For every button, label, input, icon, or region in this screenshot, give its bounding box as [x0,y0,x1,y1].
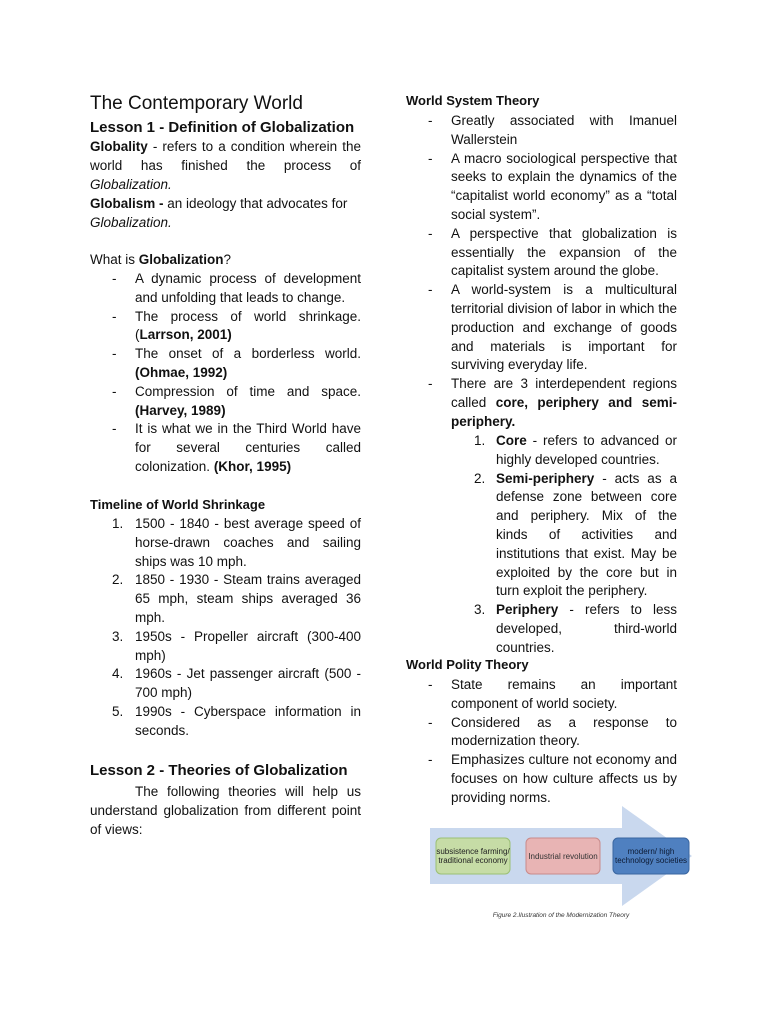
timeline-text: 1500 - 1840 - best average speed of horse-drawn coaches and sailing ships was 10 mph. [135,516,361,569]
bullet-text: The process of world shrinkage. ( [135,308,361,343]
list-item: 1. 1500 - 1840 - best average speed of horse-drawn coaches and sailing ships was 10 mph. [112,516,361,569]
list-item: - The onset of a borderless world. (Ohmae, 1992) [112,346,361,380]
lesson2-intro: The following theories will help us understand globalization from different point of views: [90,784,361,837]
globality-def: - refers to a condition wherein the world has finished the process of [90,139,361,173]
bullet-text: State remains an important component of world society. [451,677,677,711]
list-item: 5. 1990s - Cyberspace information in seconds. [112,703,361,738]
list-item: - A macro sociological perspective that seeks to explain the dynamics of the “capitalist world economy” as a “total social system”. [428,150,677,222]
bullet-text: Greatly associated with Imanuel Wallerstein [451,113,677,147]
list-item: - Considered as a response to modernization theory. [428,714,677,749]
list-item: - It is what we in the Third World have for several centuries called colonization. (Khor, 1995) [112,421,361,474]
list-item: - A dynamic process of development and unfolding that leads to change. [112,271,361,305]
list-item: 2. 1850 - 1930 - Steam trains averaged 65 mph, steam ships averaged 36 mph. [112,572,361,625]
bullet-citation: Larrson, 2001) [139,327,232,343]
lesson2-heading: Lesson 2 - Theories of Globalization [90,762,348,779]
bullet-citation: (Khor, 1995) [213,458,292,474]
lesson1-heading: Lesson 1 - Definition of Globalization [90,119,355,136]
region-def: - acts as a defense zone between core and periphery. Mix of the kinds of activities and institutions that exist. May be exploited by the core but in turn exploit the periphery. [496,470,677,599]
regions-bold: core, periphery and semi-periphery. [451,394,677,429]
globality-definition [90,138,361,194]
regions-intro: There are 3 interdependent regions called [451,376,677,410]
page-title: The Contemporary World [90,93,303,114]
box-modern-label: modern/ high technology societies [614,847,688,865]
timeline-text: 1850 - 1930 - Steam trains averaged 65 mph, steam ships averaged 36 mph. [135,572,361,625]
region-def: - refers to less developed, third-world countries. [496,602,677,655]
modernization-figure [430,806,692,906]
globalism-term: Globalism - [90,196,168,211]
timeline-text: 1950s - Propeller aircraft (300-400 mph) [135,628,361,663]
region-term: Periphery [496,602,559,618]
list-item: 3. Periphery - refers to less developed, third-world countries. [474,602,677,655]
globalization-bullets [90,270,361,477]
bullet-text: The onset of a borderless world. [135,346,361,362]
world-system-heading: World System Theory [406,93,540,108]
globalism-def: an ideology that advocates for [167,196,348,211]
list-item: - Greatly associated with Imanuel Wallerstein [428,113,677,147]
list-item: 1. Core - refers to advanced or highly developed countries. [474,433,677,467]
bullet-text: Considered as a response to modernization theory. [451,714,677,749]
list-item: - Emphasizes culture not economy and focuses on how culture affects us by providing norms. [428,752,677,805]
bullet-text: Emphasizes culture not economy and focuses on how culture affects us by providing norms. [451,752,677,805]
list-item: 3. 1950s - Propeller aircraft (300-400 mph) [112,628,361,663]
figure-caption: Figure 2.Ilustration of the Modernization Theory [492,912,630,919]
timeline-heading: Timeline of World Shrinkage [90,497,266,512]
list-item: - A world-system is a multicultural territorial division of labor in which the production and exchange of goods and materials is important for surviving everyday life. [428,282,677,373]
bullet-text: A world-system is a multicultural territorial division of labor in which the production and exchange of goods and materials is important for surviving everyday life. [451,282,677,373]
globality-term: Globality [90,139,148,154]
timeline-list [90,515,361,741]
globality-end: Globalization. [90,176,172,192]
what-is-suffix: ? [223,252,232,267]
list-item: 4. 1960s - Jet passenger aircraft (500 - 700 mph) [112,666,361,701]
box-traditional-label: subsistence farming/ traditional economy [436,847,510,865]
bullet-text: It is what we in the Third World have for several centuries called colonization. [135,421,361,474]
bullet-citation: (Ohmae, 1992) [135,364,228,380]
region-def: - refers to advanced or highly developed countries. [496,433,677,467]
list-item: - State remains an important component of world society. [428,677,677,711]
timeline-text: 1960s - Jet passenger aircraft (500 - 700 mph) [135,666,361,701]
bullet-text: A perspective that globalization is essentially the expansion of the capitalist system around the globe. [451,225,677,279]
bullet-citation: (Harvey, 1989) [135,402,226,418]
timeline-text: 1990s - Cyberspace information in seconds. [135,703,361,738]
bullet-text: A macro sociological perspective that seeks to explain the dynamics of the “capitalist world economy” as a “total social system”. [451,150,677,222]
list-item: - Compression of time and space. (Harvey, 1989) [112,383,361,418]
globalism-definition [90,195,361,233]
what-is-prefix: What is [90,252,139,267]
list-item: - A perspective that globalization is essentially the expansion of the capitalist system around the globe. [428,225,677,279]
list-item: 2. Semi-periphery - acts as a defense zone between core and periphery. Mix of the kinds of activities and institutions that exist. May be exploited by the core but in turn exploit the periphery. [474,470,677,599]
region-term: Core [496,433,527,448]
bullet-text: Compression of time and space. [135,383,361,399]
world-polity-heading: World Polity Theory [406,657,529,672]
what-is-globalization [90,251,231,270]
world-polity-bullets [406,676,677,808]
list-item: - The process of world shrinkage. (Larrson, 2001) [112,308,361,343]
world-system-bullets [406,112,677,432]
what-is-term: Globalization [138,252,224,267]
bullet-text: A dynamic process of development and unfolding that leads to change. [135,271,361,305]
globalism-end: Globalization. [90,214,172,230]
regions-list [406,432,677,658]
list-item: - There are 3 interdependent regions called core, periphery and semi-periphery. [428,376,677,429]
region-term: Semi-periphery [496,470,595,486]
box-industrial-label: Industrial revolution [528,851,598,861]
